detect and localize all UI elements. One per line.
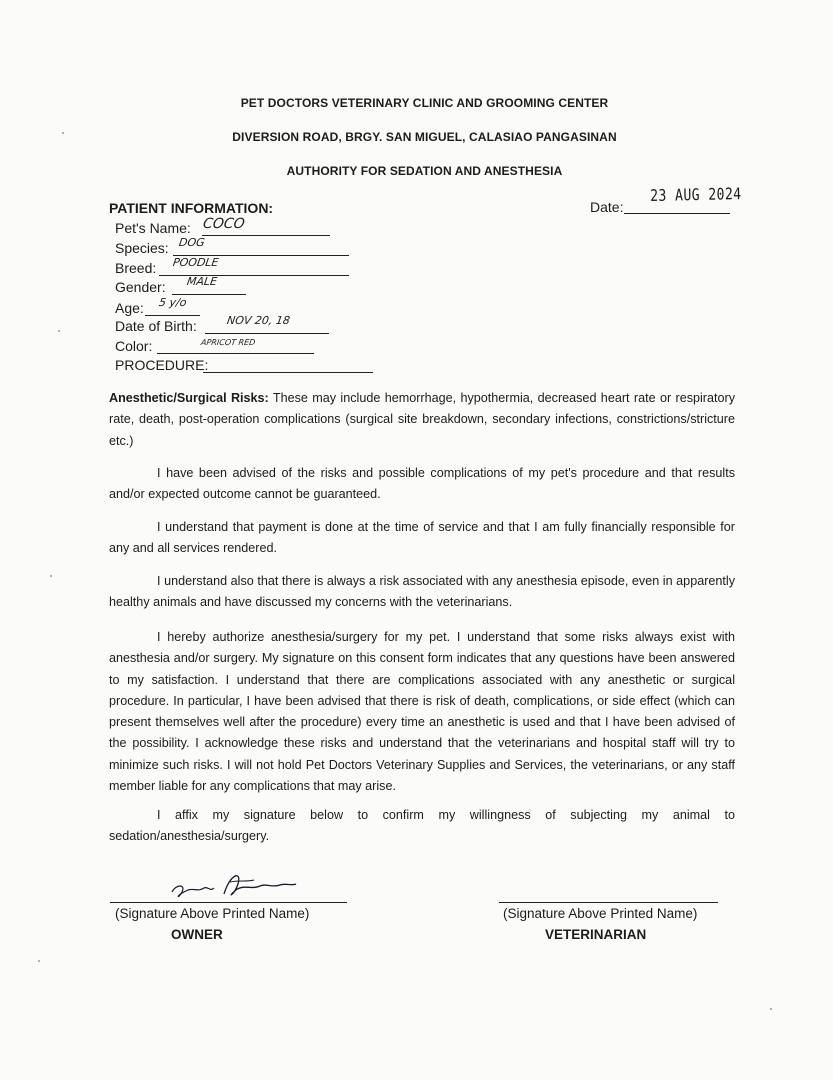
field-value-pet-name[interactable]: COCO	[201, 216, 246, 232]
paragraph-anesthesia-risk: I understand also that there is always a risk associated with any anesthesia episode, even in apparently healthy animals and have discussed my concerns with the veterinarians.	[109, 574, 735, 610]
veterinarian-role-label: VETERINARIAN	[545, 927, 647, 942]
paragraph-payment: I understand that payment is done at the time of service and that I am fully financially responsible for any and all services rendered.	[109, 520, 735, 556]
paragraph-affix-signature: I affix my signature below to confirm my willingness of subjecting my animal to sedation/anesthesia/surgery.	[109, 808, 735, 844]
field-value-age[interactable]: 5 y/o	[158, 296, 188, 309]
date-label: Date:	[590, 199, 624, 215]
field-label: Age:	[115, 300, 144, 316]
field-value-breed[interactable]: POODLE	[172, 256, 220, 269]
field-line	[157, 353, 314, 354]
scan-speck	[62, 132, 64, 134]
field-value-dob[interactable]: NOV 20, 18	[226, 314, 291, 327]
owner-signature-caption: (Signature Above Printed Name)	[115, 906, 310, 921]
scan-speck	[770, 1008, 772, 1010]
field-label: Pet's Name:	[115, 220, 191, 236]
field-line	[145, 315, 200, 316]
owner-signature-line	[110, 902, 347, 903]
date-value[interactable]: 23 AUG 2024	[650, 184, 742, 205]
form-title: AUTHORITY FOR SEDATION AND ANESTHESIA	[286, 164, 563, 178]
date-line	[624, 213, 730, 214]
field-line	[172, 294, 246, 295]
field-line	[203, 372, 373, 373]
clinic-address: DIVERSION ROAD, BRGY. SAN MIGUEL, CALASIAO PANGASINAN	[232, 130, 617, 144]
owner-role-label: OWNER	[171, 927, 223, 942]
risks-text: These may include hemorrhage, hypothermia, decreased heart rate or respiratory rate, death, post-operation complications (surgical site breakdown, secondary infections, constrictions/stricture etc.)	[109, 391, 736, 448]
paragraph-advised-risks: I have been advised of the risks and possible complications of my pet's procedure and that results and/or expected outcome cannot be guaranteed.	[109, 466, 735, 502]
field-value-gender[interactable]: MALE	[186, 275, 219, 288]
field-label: Color:	[115, 338, 153, 354]
field-label: Breed:	[115, 260, 157, 276]
field-line	[205, 333, 329, 334]
field-label: Date of Birth:	[115, 318, 197, 334]
field-value-species[interactable]: DOG	[178, 236, 206, 249]
field-label: Species:	[115, 240, 169, 256]
paragraph-authorization: I hereby authorize anesthesia/surgery for my pet. I understand that some risks always exist with anesthesia and/or surgery. My signature on this consent form indicates that any questions have been answered to my satisfaction. I understand that there are complications associated with any anesthetic or surgical procedure. In particular, I have been advised that there is risk of death, complications, or side effect (which can present themselves well after the procedure) every time an anesthetic is used and that I have been advised of the possibility. I acknowledge these risks and understand that the veterinarians and hospital staff will try to minimize such risks. I will not hold Pet Doctors Veterinary Supplies and Services, the veterinarians, or any staff member liable for any complications that may arise.	[109, 630, 735, 794]
scan-speck	[38, 960, 40, 962]
patient-info-title: PATIENT INFORMATION:	[109, 200, 274, 216]
veterinarian-signature-caption: (Signature Above Printed Name)	[503, 906, 698, 921]
scan-speck	[58, 330, 60, 332]
clinic-name: PET DOCTORS VETERINARY CLINIC AND GROOMING CENTER	[240, 96, 609, 110]
risks-paragraph	[109, 388, 735, 452]
scan-speck	[50, 575, 52, 577]
veterinarian-signature-line[interactable]	[499, 902, 718, 903]
field-value-color[interactable]: APRICOT RED	[200, 338, 256, 347]
field-line	[202, 235, 330, 236]
risks-label: Anesthetic/Surgical Risks:	[109, 391, 269, 405]
field-label: PROCEDURE:	[115, 357, 209, 373]
owner-signature-image	[168, 868, 298, 902]
field-label: Gender:	[115, 279, 166, 295]
